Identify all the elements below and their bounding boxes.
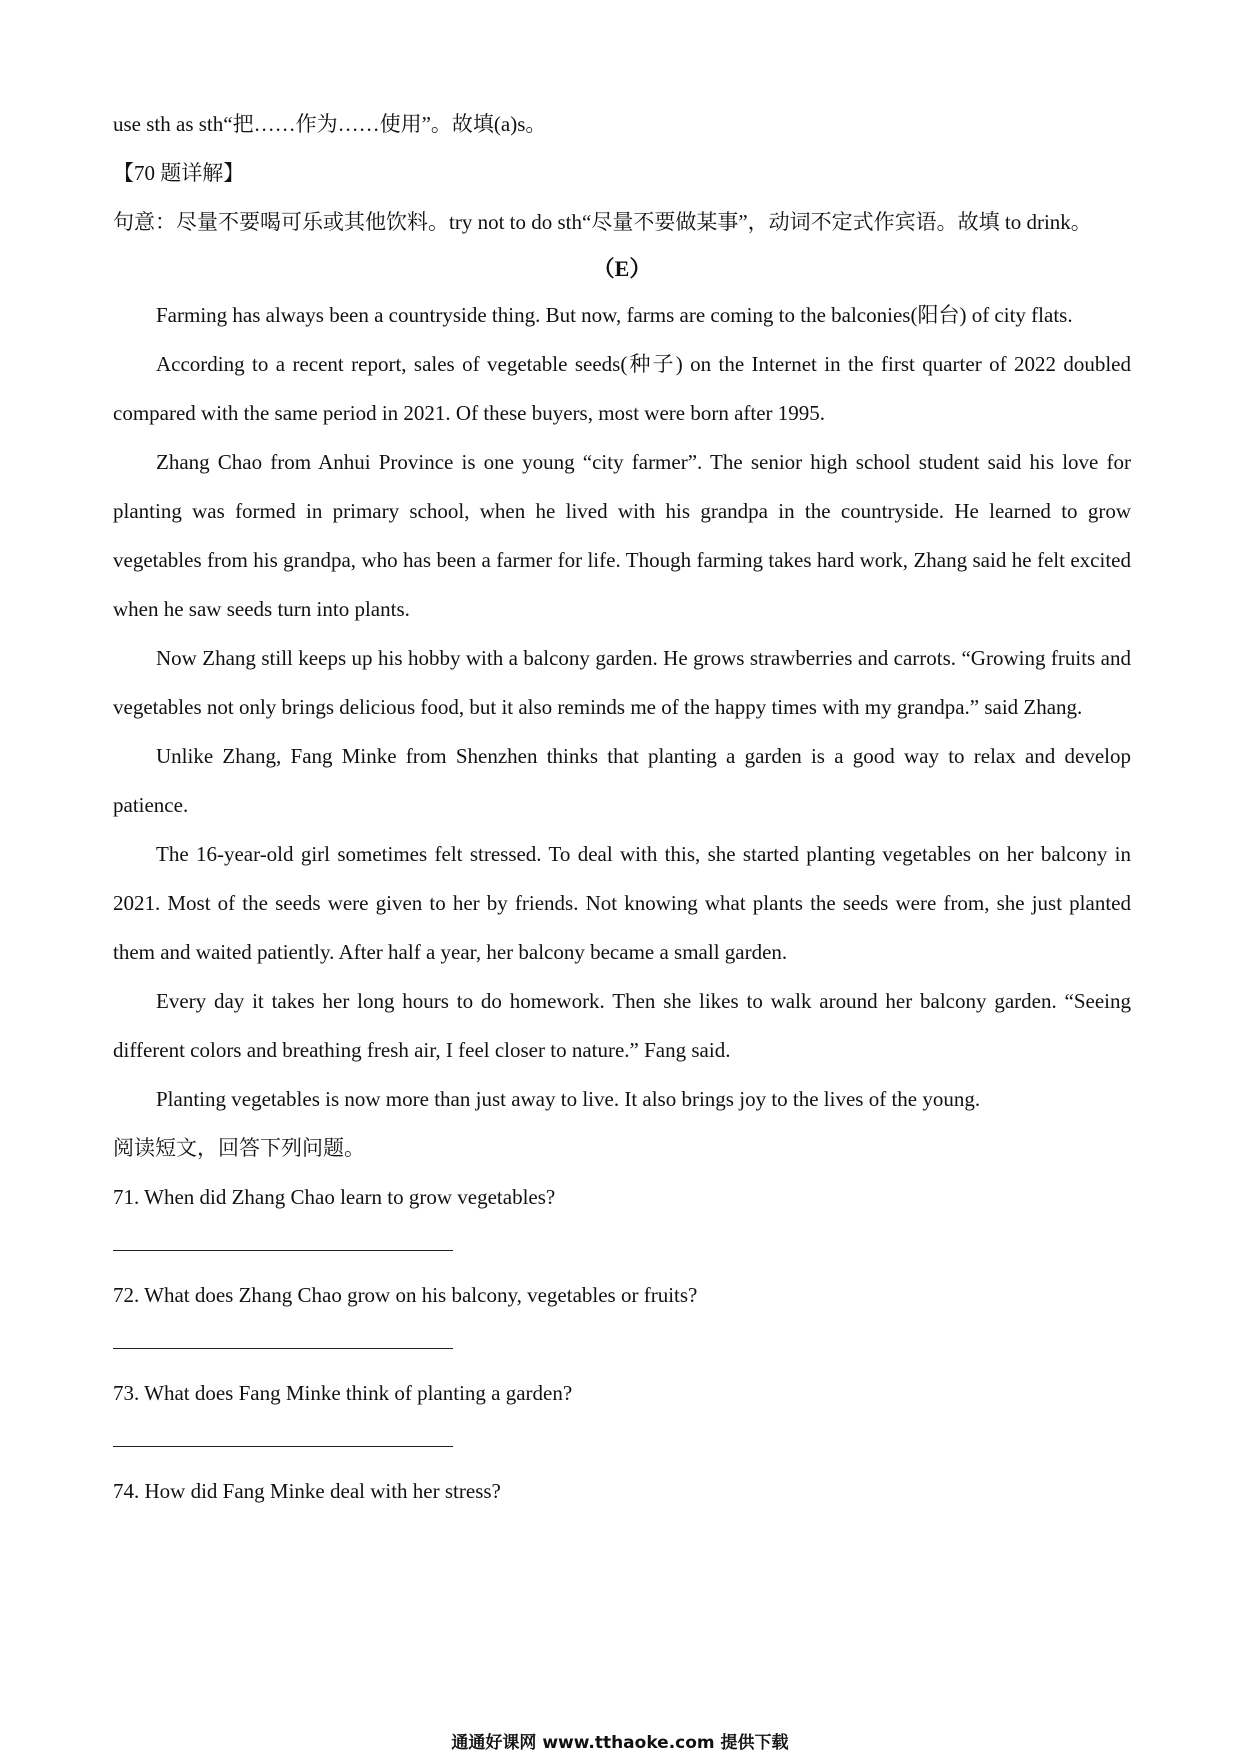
answer-line-72[interactable] xyxy=(113,1348,453,1349)
document-page xyxy=(113,100,1131,1516)
passage-paragraph: According to a recent report, sales of vegetable seeds(种子) on the Internet in the first quarter of 2022 doubled compared with the same period in 2021. Of these buyers, most were born after 1995. xyxy=(113,352,1131,425)
question-70-heading: 【70 题详解】 xyxy=(113,161,245,185)
intro-line-2: 句意：尽量不要喝可乐或其他饮料。try not to do sth“尽量不要做某事”，动词不定式作宾语。故填 to drink。 xyxy=(113,210,1092,234)
question-72: 72. What does Zhang Chao grow on his balcony, vegetables or fruits? xyxy=(113,1283,698,1307)
intro-line-1: use sth as sth“把……作为……使用”。故填(a)s。 xyxy=(113,112,547,136)
answer-line-71[interactable] xyxy=(113,1250,453,1251)
passage-paragraph: Every day it takes her long hours to do homework. Then she likes to walk around her balcony garden. “Seeing different colors and breathing fresh air, I feel closer to nature.” Fang said. xyxy=(113,989,1131,1062)
reading-instruction: 阅读短文，回答下列问题。 xyxy=(113,1136,365,1160)
passage-paragraph: Farming has always been a countryside thing. But now, farms are coming to the balconies(阳台) of city flats. xyxy=(156,303,1073,327)
question-73: 73. What does Fang Minke think of planting a garden? xyxy=(113,1381,573,1405)
question-74: 74. How did Fang Minke deal with her stress? xyxy=(113,1479,501,1503)
passage-paragraph: The 16-year-old girl sometimes felt stressed. To deal with this, she started planting vegetables on her balcony in 2021. Most of the seeds were given to her by friends. Not knowing what plants the seeds were from, she just planted them and waited patiently. After half a year, her balcony became a small garden. xyxy=(113,842,1131,964)
passage-paragraph: Planting vegetables is now more than just away to live. It also brings joy to the lives of the young. xyxy=(156,1087,981,1111)
passage-paragraph: Now Zhang still keeps up his hobby with a balcony garden. He grows strawberries and carrots. “Growing fruits and vegetables not only brings delicious food, but it also reminds me of the happy times with my grandpa.” said Zhang. xyxy=(113,646,1131,719)
passage-paragraph: Zhang Chao from Anhui Province is one young “city farmer”. The senior high school student said his love for planting was formed in primary school, when he lived with his grandpa in the countryside. He learned to grow vegetables from his grandpa, who has been a farmer for life. Though farming takes hard work, Zhang said he felt excited when he saw seeds turn into plants. xyxy=(113,450,1131,621)
page-footer: 通通好课网 www.tthaoke.com 提供下载 xyxy=(451,1733,789,1753)
passage-paragraph: Unlike Zhang, Fang Minke from Shenzhen thinks that planting a garden is a good way to relax and develop patience. xyxy=(113,744,1131,817)
answer-line-73[interactable] xyxy=(113,1446,453,1447)
section-title: （E） xyxy=(592,256,652,281)
question-71: 71. When did Zhang Chao learn to grow vegetables? xyxy=(113,1185,556,1209)
